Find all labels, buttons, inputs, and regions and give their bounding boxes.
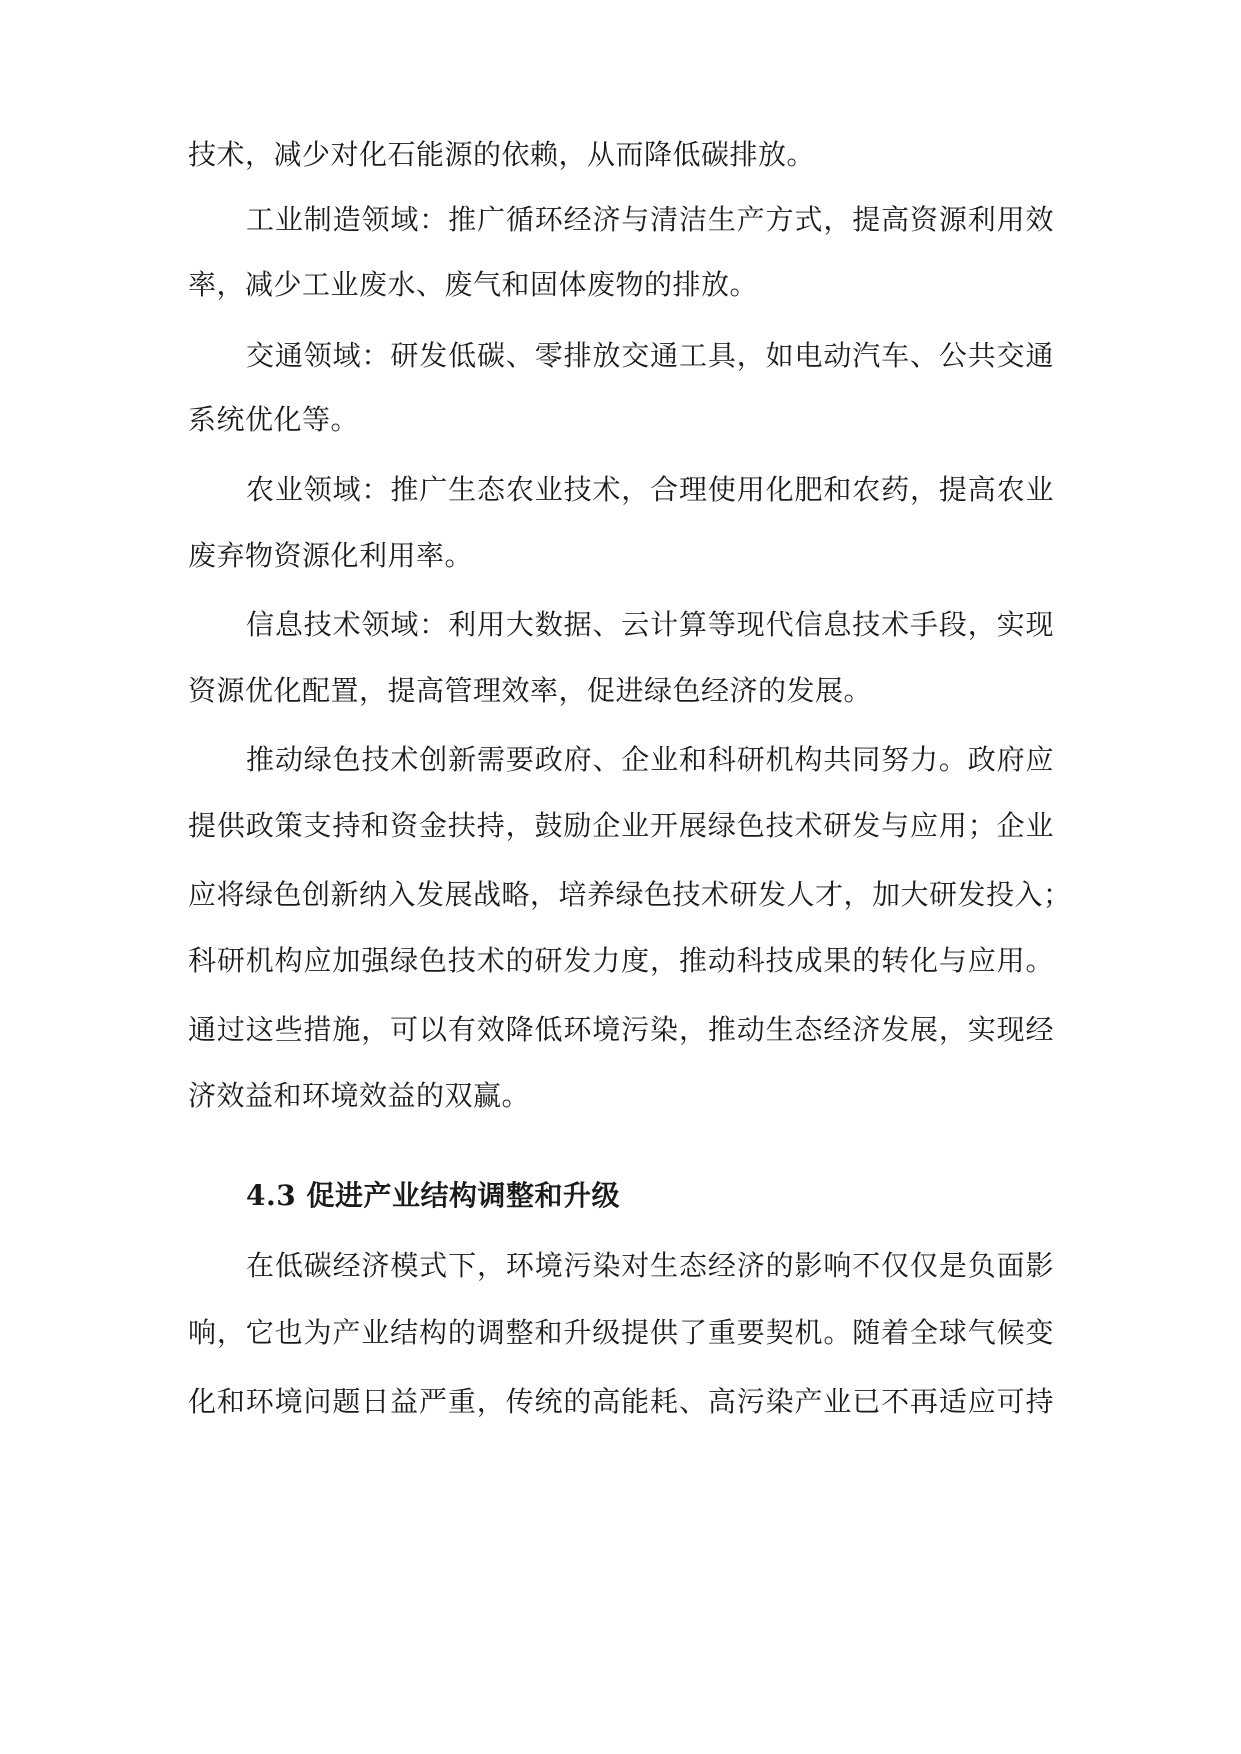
- paragraph-line: 技术，减少对化石能源的依赖，从而降低碳排放。: [188, 138, 816, 171]
- paragraph-line: 工业制造领域：推广循环经济与清洁生产方式，提高资源利用效: [246, 203, 1054, 236]
- paragraph-line: 通过这些措施，可以有效降低环境污染，推动生态经济发展，实现经: [188, 1013, 1054, 1046]
- paragraph-line: 资源优化配置，提高管理效率，促进绿色经济的发展。: [188, 674, 873, 707]
- paragraph-line: 济效益和环境效益的双赢。: [188, 1079, 531, 1112]
- paragraph-line: 科研机构应加强绿色技术的研发力度，推动科技成果的转化与应用。: [188, 944, 1054, 977]
- paragraph-line: 率，减少工业废水、废气和固体废物的排放。: [188, 268, 759, 301]
- paragraph-line: 信息技术领域：利用大数据、云计算等现代信息技术手段，实现: [246, 608, 1054, 641]
- paragraph-line: 农业领域：推广生态农业技术，合理使用化肥和农药，提高农业: [246, 473, 1054, 506]
- paragraph-line: 响，它也为产业结构的调整和升级提供了重要契机。随着全球气候变: [188, 1316, 1054, 1349]
- paragraph-line: 系统优化等。: [188, 403, 360, 436]
- paragraph-line: 废弃物资源化利用率。: [188, 539, 474, 572]
- paragraph-line: 推动绿色技术创新需要政府、企业和科研机构共同努力。政府应: [246, 743, 1054, 776]
- paragraph-line: 在低碳经济模式下，环境污染对生态经济的影响不仅仅是负面影: [246, 1249, 1054, 1282]
- paragraph-line: 应将绿色创新纳入发展战略，培养绿色技术研发人才，加大研发投入；: [188, 878, 1072, 911]
- paragraph-line: 提供政策支持和资金扶持，鼓励企业开展绿色技术研发与应用；企业: [188, 809, 1054, 842]
- paragraph-line: 交通领域：研发低碳、零排放交通工具，如电动汽车、公共交通: [246, 339, 1054, 372]
- section-heading: 4.3 促进产业结构调整和升级: [246, 1179, 620, 1212]
- paragraph-line: 化和环境问题日益严重，传统的高能耗、高污染产业已不再适应可持: [188, 1385, 1054, 1418]
